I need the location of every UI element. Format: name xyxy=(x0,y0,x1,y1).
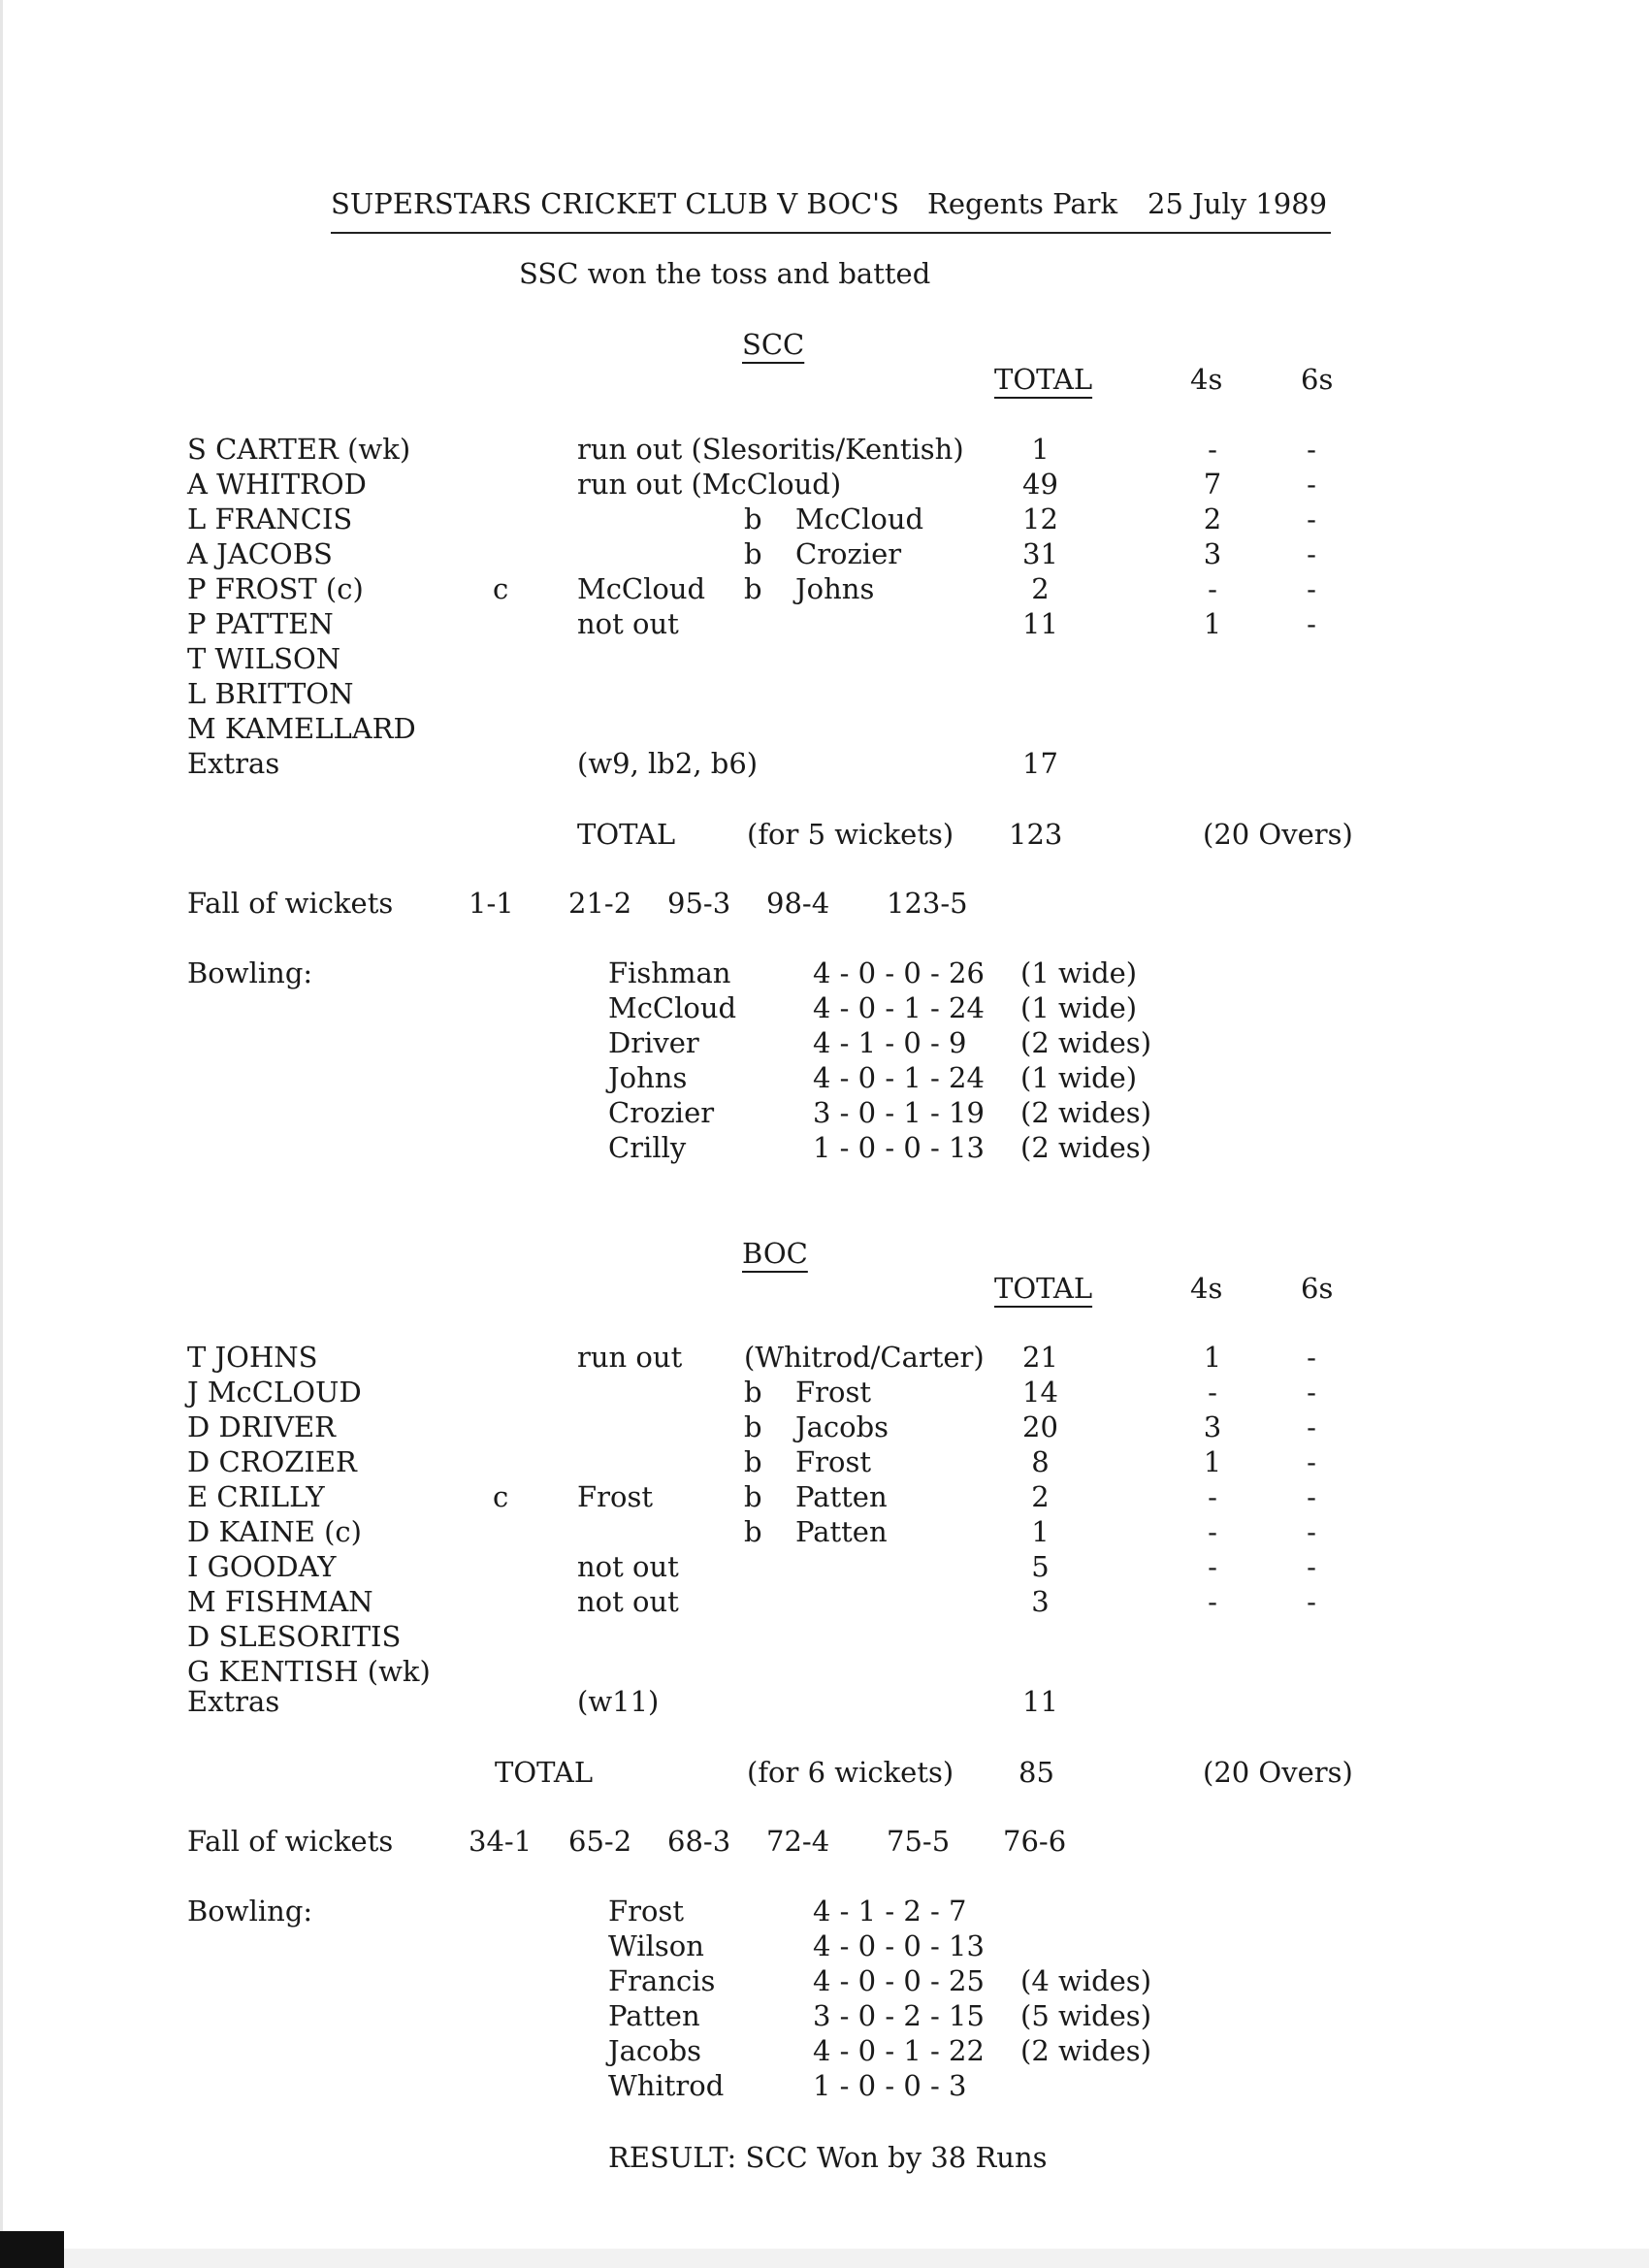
bowler-name: Frost xyxy=(608,1895,684,1928)
venue: Regents Park xyxy=(927,187,1118,220)
batter-runs: 14 xyxy=(1022,1376,1058,1409)
innings2-extras-detail: (w11) xyxy=(577,1685,660,1718)
innings2-bowling-label: Bowling: xyxy=(187,1895,313,1928)
fow-item: 65-2 xyxy=(568,1825,632,1858)
dismissal-fielder: McCloud xyxy=(577,572,706,605)
batter-sixes: - xyxy=(1307,1410,1316,1443)
fow-item: 123-5 xyxy=(887,887,968,920)
dismissal-fielder: run out xyxy=(577,1341,683,1374)
fow-item: 68-3 xyxy=(667,1825,731,1858)
fow-item: 72-4 xyxy=(766,1825,830,1858)
bowler-name: Johns xyxy=(608,1061,688,1094)
bowler-figures: 3 - 0 - 1 - 19 xyxy=(813,1096,985,1129)
batter-fours: - xyxy=(1208,1585,1217,1618)
caught-marker: c xyxy=(493,1480,509,1513)
bowler-figures: 4 - 0 - 0 - 26 xyxy=(813,956,985,989)
batter-runs: 1 xyxy=(1031,1515,1050,1548)
batter-runs: 11 xyxy=(1022,607,1058,640)
batter-fours: - xyxy=(1208,1376,1217,1409)
innings2-total-wickets: (for 6 wickets) xyxy=(747,1756,954,1789)
bowler-wides: (2 wides) xyxy=(1020,1131,1152,1164)
bowled-marker: b xyxy=(744,1376,762,1409)
batter-fours: 3 xyxy=(1203,537,1222,570)
innings1-col-4s: 4s xyxy=(1190,363,1223,396)
bowler-figures: 3 - 0 - 2 - 15 xyxy=(813,1999,985,2032)
bowler-name: Francis xyxy=(608,1964,716,1997)
bowler-name: McCloud xyxy=(608,991,737,1024)
innings1-extras-detail: (w9, lb2, b6) xyxy=(577,747,759,780)
innings1-total-label: TOTAL xyxy=(577,818,676,851)
batter-name: G KENTISH (wk) xyxy=(187,1655,431,1688)
batter-fours: - xyxy=(1208,1480,1217,1513)
dismissal-fielder: run out (Slesoritis/Kentish) xyxy=(577,433,964,466)
batter-sixes: - xyxy=(1307,537,1316,570)
bowler-wides: (2 wides) xyxy=(1020,1096,1152,1129)
innings2-fow-label: Fall of wickets xyxy=(187,1825,394,1858)
batter-name: D DRIVER xyxy=(187,1410,336,1443)
innings1-total-wickets: (for 5 wickets) xyxy=(747,818,954,851)
bowled-marker: b xyxy=(744,1480,762,1513)
bowler-name: Jacobs xyxy=(608,2034,702,2067)
batter-name: P FROST (c) xyxy=(187,572,364,605)
bowler-figures: 1 - 0 - 0 - 3 xyxy=(813,2069,967,2102)
bowler-figures: 4 - 0 - 1 - 22 xyxy=(813,2034,985,2067)
batter-fours: 1 xyxy=(1203,1341,1222,1374)
bowler-name: Wilson xyxy=(608,1929,704,1962)
bowler-name: Crozier xyxy=(608,1096,715,1129)
batter-sixes: - xyxy=(1307,1341,1316,1374)
batter-sixes: - xyxy=(1307,1585,1316,1618)
batter-sixes: - xyxy=(1307,572,1316,605)
innings1-extras-runs: 17 xyxy=(1022,747,1058,780)
batter-runs: 5 xyxy=(1031,1550,1050,1583)
batter-runs: 3 xyxy=(1031,1585,1050,1618)
bowler-wides: (1 wide) xyxy=(1020,1061,1138,1094)
bowled-marker: b xyxy=(744,1410,762,1443)
innings2-col-6s: 6s xyxy=(1301,1272,1334,1305)
batter-runs: 12 xyxy=(1022,502,1058,535)
batter-name: L BRITTON xyxy=(187,677,354,710)
batter-name: A WHITROD xyxy=(187,468,367,501)
bowler-name: Fishman xyxy=(608,956,731,989)
innings2-team: BOC xyxy=(742,1237,808,1270)
innings2-total-runs: 85 xyxy=(1018,1756,1054,1789)
dismissal-fielder: not out xyxy=(577,1550,679,1583)
batter-fours: 1 xyxy=(1203,607,1222,640)
batter-name: J McCLOUD xyxy=(187,1376,362,1409)
batter-name: E CRILLY xyxy=(187,1480,325,1513)
batter-fours: 3 xyxy=(1203,1410,1222,1443)
batter-fours: 1 xyxy=(1203,1445,1222,1478)
bowler-figures: 1 - 0 - 0 - 13 xyxy=(813,1131,985,1164)
batter-runs: 8 xyxy=(1031,1445,1050,1478)
innings1-fow-label: Fall of wickets xyxy=(187,887,394,920)
batter-sixes: - xyxy=(1307,468,1316,501)
batter-sixes: - xyxy=(1307,1376,1316,1409)
innings2-extras-label: Extras xyxy=(187,1685,280,1718)
fow-item: 76-6 xyxy=(1003,1825,1067,1858)
dismissal-bowler: Jacobs xyxy=(795,1410,889,1443)
batter-name: P PATTEN xyxy=(187,607,334,640)
dismissal-bowler: Crozier xyxy=(795,537,902,570)
batter-sixes: - xyxy=(1307,607,1316,640)
innings1-extras-label: Extras xyxy=(187,747,280,780)
dismissal-fielder: Frost xyxy=(577,1480,653,1513)
innings2-total-label: TOTAL xyxy=(495,1756,594,1789)
bowled-marker: b xyxy=(744,1515,762,1548)
bowler-wides: (1 wide) xyxy=(1020,956,1138,989)
bowler-name: Crilly xyxy=(608,1131,687,1164)
dismissal-bowler: Johns xyxy=(795,572,875,605)
dismissal-fielder: not out xyxy=(577,1585,679,1618)
innings2-col-total: TOTAL xyxy=(994,1272,1093,1305)
bowled-marker: (Whitrod/Carter) xyxy=(744,1341,985,1374)
batter-sixes: - xyxy=(1307,1550,1316,1583)
bowler-figures: 4 - 0 - 0 - 25 xyxy=(813,1964,985,1997)
caught-marker: c xyxy=(493,572,509,605)
batter-runs: 2 xyxy=(1031,1480,1050,1513)
dismissal-bowler: Patten xyxy=(795,1480,888,1513)
dismissal-bowler: Frost xyxy=(795,1445,871,1478)
batter-name: T JOHNS xyxy=(187,1341,318,1374)
bowler-wides: (2 wides) xyxy=(1020,2034,1152,2067)
batter-name: M KAMELLARD xyxy=(187,712,416,745)
dismissal-fielder: not out xyxy=(577,607,679,640)
batter-sixes: - xyxy=(1307,502,1316,535)
dismissal-bowler: McCloud xyxy=(795,502,924,535)
fow-item: 75-5 xyxy=(887,1825,951,1858)
innings2-extras-runs: 11 xyxy=(1022,1685,1058,1718)
bowler-name: Patten xyxy=(608,1999,700,2032)
bowled-marker: b xyxy=(744,537,762,570)
bowled-marker: b xyxy=(744,572,762,605)
batter-sixes: - xyxy=(1307,433,1316,466)
batter-name: S CARTER (wk) xyxy=(187,433,411,466)
bowler-figures: 4 - 0 - 0 - 13 xyxy=(813,1929,985,1962)
innings2-total-overs: (20 Overs) xyxy=(1203,1756,1353,1789)
batter-fours: - xyxy=(1208,1550,1217,1583)
title-rule xyxy=(331,232,1331,234)
scan-corner xyxy=(0,2231,64,2268)
innings1-team: SCC xyxy=(742,328,805,361)
bowler-wides: (1 wide) xyxy=(1020,991,1138,1024)
bowler-wides: (4 wides) xyxy=(1020,1964,1152,1997)
innings1-total-overs: (20 Overs) xyxy=(1203,818,1353,851)
batter-name: I GOODAY xyxy=(187,1550,337,1583)
batter-fours: 7 xyxy=(1203,468,1222,501)
dismissal-bowler: Frost xyxy=(795,1376,871,1409)
batter-name: D SLESORITIS xyxy=(187,1620,402,1653)
innings1-bowling-label: Bowling: xyxy=(187,956,313,989)
fow-item: 21-2 xyxy=(568,887,632,920)
batter-name: A JACOBS xyxy=(187,537,333,570)
bowler-figures: 4 - 0 - 1 - 24 xyxy=(813,1061,985,1094)
batter-sixes: - xyxy=(1307,1480,1316,1513)
bowled-marker: b xyxy=(744,502,762,535)
batter-sixes: - xyxy=(1307,1445,1316,1478)
batter-runs: 31 xyxy=(1022,537,1058,570)
batter-name: M FISHMAN xyxy=(187,1585,373,1618)
bowler-wides: (5 wides) xyxy=(1020,1999,1152,2032)
batter-name: D CROZIER xyxy=(187,1445,357,1478)
fow-item: 34-1 xyxy=(469,1825,533,1858)
batter-fours: - xyxy=(1208,1515,1217,1548)
batter-fours: - xyxy=(1208,433,1217,466)
batter-name: D KAINE (c) xyxy=(187,1515,362,1548)
batter-sixes: - xyxy=(1307,1515,1316,1548)
bowler-figures: 4 - 1 - 2 - 7 xyxy=(813,1895,967,1928)
toss-note: SSC won the toss and batted xyxy=(519,257,931,290)
fow-item: 1-1 xyxy=(469,887,514,920)
fow-item: 95-3 xyxy=(667,887,731,920)
batter-runs: 1 xyxy=(1031,433,1050,466)
bowled-marker: b xyxy=(744,1445,762,1478)
bowler-name: Whitrod xyxy=(608,2069,725,2102)
innings1-col-6s: 6s xyxy=(1301,363,1334,396)
match-title: SUPERSTARS CRICKET CLUB V BOC'S xyxy=(331,187,900,220)
batter-runs: 21 xyxy=(1022,1341,1058,1374)
bowler-figures: 4 - 1 - 0 - 9 xyxy=(813,1026,967,1059)
page-bottom-edge xyxy=(0,2249,1649,2268)
match-date: 25 July 1989 xyxy=(1148,187,1328,220)
batter-runs: 20 xyxy=(1022,1410,1058,1443)
innings2-col-4s: 4s xyxy=(1190,1272,1223,1305)
dismissal-fielder: run out (McCloud) xyxy=(577,468,842,501)
batter-runs: 49 xyxy=(1022,468,1058,501)
batter-fours: 2 xyxy=(1203,502,1222,535)
dismissal-bowler: Patten xyxy=(795,1515,888,1548)
bowler-wides: (2 wides) xyxy=(1020,1026,1152,1059)
innings1-col-total: TOTAL xyxy=(994,363,1093,396)
batter-runs: 2 xyxy=(1031,572,1050,605)
match-result: RESULT: SCC Won by 38 Runs xyxy=(608,2141,1048,2174)
batter-name: T WILSON xyxy=(187,642,341,675)
fow-item: 98-4 xyxy=(766,887,830,920)
batter-name: L FRANCIS xyxy=(187,502,353,535)
page-edge xyxy=(0,0,3,2268)
bowler-figures: 4 - 0 - 1 - 24 xyxy=(813,991,985,1024)
batter-fours: - xyxy=(1208,572,1217,605)
bowler-name: Driver xyxy=(608,1026,699,1059)
innings1-total-runs: 123 xyxy=(1009,818,1063,851)
